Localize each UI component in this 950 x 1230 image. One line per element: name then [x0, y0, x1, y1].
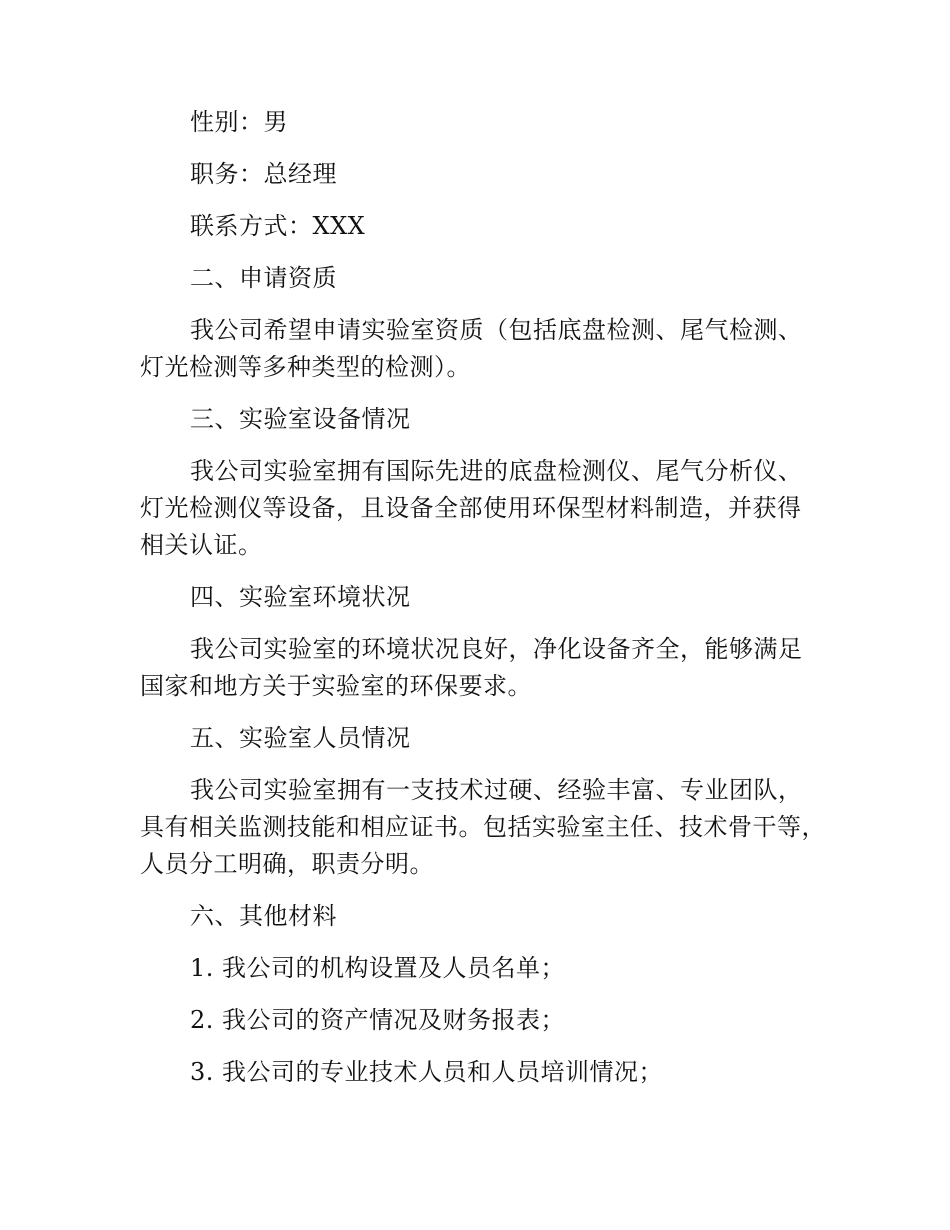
paragraph-qualification	[140, 312, 830, 386]
paragraph-line: 国家和地方关于实验室的环保要求。	[140, 672, 532, 700]
paragraph-personnel	[140, 772, 830, 883]
paragraph-line: 灯光检测等多种类型的检测）。	[140, 353, 471, 381]
paragraph-equipment	[140, 453, 830, 564]
paragraph-line: 我公司实验室的环境状况良好，净化设备齐全，能够满足	[190, 635, 803, 663]
paragraph-line: 我公司实验室拥有国际先进的底盘检测仪、尾气分析仪、	[190, 457, 803, 485]
paragraph-environment	[140, 631, 830, 705]
paragraph-line: 相关认证。	[140, 531, 263, 559]
section-heading-environment: 四、实验室环境状况	[190, 583, 411, 611]
document-body	[140, 104, 830, 1106]
gender-line: 性别：男	[190, 108, 288, 136]
paragraph-line: 具有相关监测技能和相应证书。包括实验室主任、技术骨干等，	[140, 813, 826, 841]
list-item: 2. 我公司的资产情况及财务报表；	[190, 1006, 566, 1034]
position-line: 职务：总经理	[190, 160, 337, 188]
section-heading-other-materials: 六、其他材料	[190, 902, 337, 930]
list-item: 3. 我公司的专业技术人员和人员培训情况；	[190, 1058, 664, 1086]
paragraph-line: 我公司实验室拥有一支技术过硬、经验丰富、专业团队，	[190, 776, 803, 804]
contact-line: 联系方式：XXX	[190, 212, 366, 240]
list-item: 1. 我公司的机构设置及人员名单；	[190, 954, 566, 982]
paragraph-line: 人员分工明确，职责分明。	[140, 850, 434, 878]
paragraph-line: 灯光检测仪等设备，且设备全部使用环保型材料制造，并获得	[140, 494, 802, 522]
paragraph-line: 我公司希望申请实验室资质（包括底盘检测、尾气检测、	[190, 316, 803, 344]
section-heading-qualification: 二、申请资质	[190, 264, 337, 292]
section-heading-personnel: 五、实验室人员情况	[190, 724, 411, 752]
section-heading-equipment: 三、实验室设备情况	[190, 405, 411, 433]
